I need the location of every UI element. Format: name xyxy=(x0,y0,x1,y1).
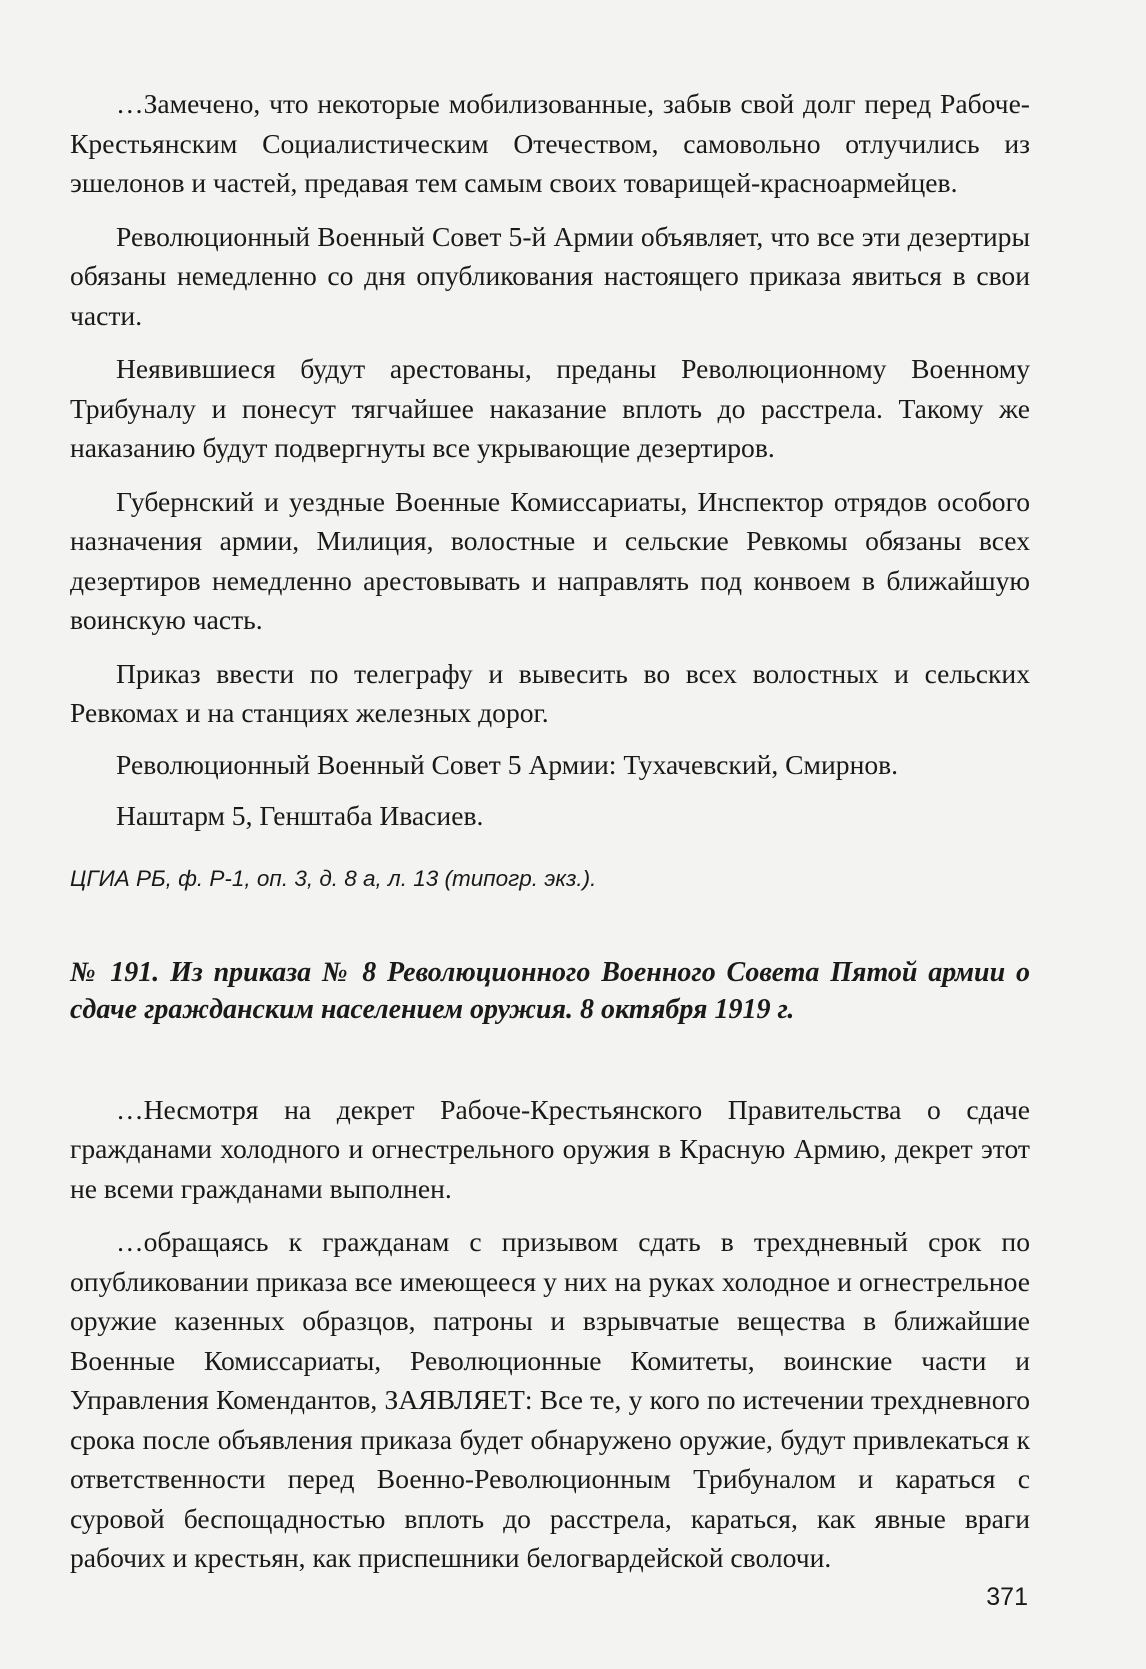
page-number: 371 xyxy=(986,1583,1028,1611)
archive-source-citation: ЦГИА РБ, ф. Р-1, оп. 3, д. 8 а, л. 13 (типогр. экз.). xyxy=(70,865,597,891)
paragraph-punishment: Неявившиеся будут арестованы, преданы Революционному Военному Трибуналу и понесут тягчайшее наказание вплоть до расстрела. Такому же наказанию будут подвергнуты все укрывающие дезертиров. xyxy=(70,353,1030,463)
paragraph-decree: …Несмотря на декрет Рабоче-Крестьянского Правительства о сдаче гражданами холодного и огнестрельного оружия в Красную Армию, декрет этот не всеми гражданами выполнен. xyxy=(70,1093,1030,1204)
paragraph-signatures: Революционный Военный Совет 5 Армии: Тухачевский, Смирнов. xyxy=(116,748,899,780)
paragraph-desertion-notice: …Замечено, что некоторые мобилизованные, забыв свой долг перед Рабоче-Крестьянским Социалистическим Отечеством, самовольно отлучились из эшелонов и частей, предавая тем самым своих товарищей-красноармейцев. xyxy=(70,88,1030,198)
document-page xyxy=(70,84,1030,1578)
paragraph-commissariats-duty: Губернский и уездные Военные Комиссариаты, Инспектор отрядов особого назначения армии, Милиция, волостные и сельские Ревкомы обязаны всех дезертиров немедленно арестовывать и направлять под конвоем в ближайшую воинскую часть. xyxy=(70,485,1030,635)
paragraph-council-declaration: Революционный Военный Совет 5-й Армии объявляет, что все эти дезертиры обязаны немедленно со дня опубликования настоящего приказа явиться в свои части. xyxy=(70,220,1030,331)
document-heading: № 191. Из приказа № 8 Революционного Военного Совета Пятой армии о сдаче гражданским населением оружия. 8 октября 1919 г. xyxy=(70,956,1030,1025)
paragraph-chief-of-staff: Наштарм 5, Генштаба Ивасиев. xyxy=(116,800,484,831)
paragraph-weapons-surrender: …обращаясь к гражданам с призывом сдать в трехдневный срок по опубликовании приказа все имеющееся у них на руках холодное и огнестрельное оружие казенных образцов, патроны и взрывчатые вещества в ближайшие Военные Комиссариаты, Революционные Комитеты, воинские части и Управления Комендантов, ЗАЯВЛЯЕТ: Все те, у кого по истечении трехдневного срока после объявления приказа будет обнаружено оружие, будут привлекаться к ответственности перед Военно-Революционным Трибуналом и караться с суровой беспощадностью вплоть до расстрела, караться, как явные враги рабочих и крестьян, как приспешники белогвардейской сволочи. xyxy=(70,1226,1030,1573)
paragraph-telegraph-order: Приказ ввести по телеграфу и вывесить во всех волостных и сельских Ревкомах и на станциях железных дорог. xyxy=(70,657,1030,728)
